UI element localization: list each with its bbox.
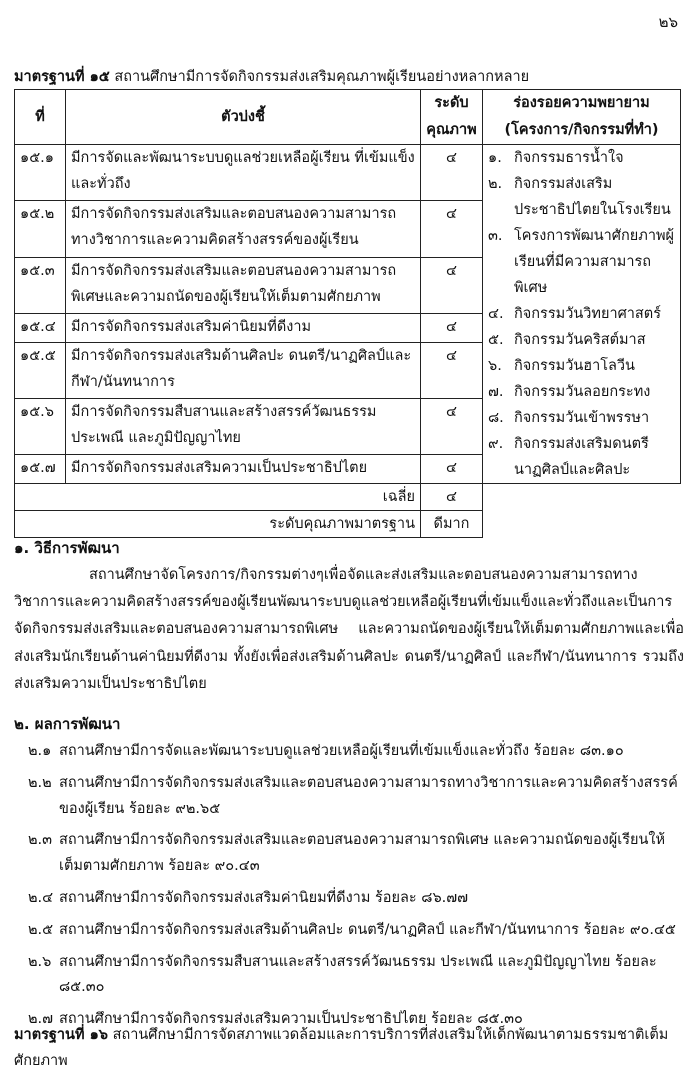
- standard-15-table: [14, 89, 681, 538]
- header-indicator: ตัวบ่งชี้: [66, 90, 421, 145]
- row-number: ๑๕.๒: [15, 201, 66, 257]
- activity-item: ๗. กิจกรรมวันลอยกระทง: [488, 384, 651, 400]
- row-number: ๑๕.๖: [15, 398, 66, 454]
- average-label: เฉลี่ย: [15, 484, 421, 511]
- activity-item: ๑. กิจกรรมธารน้ำใจ: [488, 150, 624, 166]
- row-number: ๑๕.๑: [15, 145, 66, 201]
- result-item: ๒.๑ สถานศึกษามีการจัดและพัฒนาระบบดูแลช่วยเหลือผู้เรียนที่เข้มแข็งและทั่วถึง ร้อยละ ๘๓.๑๐: [28, 743, 624, 759]
- row-quality: ๔: [421, 398, 483, 454]
- row-indicator: มีการจัดกิจกรรมส่งเสริมและตอบสนองความสามารถทางวิชาการและความคิดสร้างสรรค์ของผู้เรียน: [66, 201, 421, 257]
- level-label: ระดับคุณภาพมาตรฐาน: [15, 511, 421, 538]
- activities-cell: [483, 145, 681, 484]
- section-1-paragraph: [14, 562, 684, 698]
- row-indicator: มีการจัดกิจกรรมสืบสานและสร้างสรรค์วัฒนธรรม ประเพณี และภูมิปัญญาไทย: [66, 398, 421, 454]
- row-indicator: มีการจัดกิจกรรมส่งเสริมและตอบสนองความสามารถพิเศษและความถนัดของผู้เรียนให้เต็มตามศักยภาพ: [66, 257, 421, 313]
- average-row: [15, 484, 681, 511]
- header-track: [483, 90, 681, 145]
- activities-list: [488, 145, 675, 483]
- header-track-line2: (โครงการ/กิจกรรมที่ทำ): [504, 122, 659, 138]
- result-item: ๒.๗ สถานศึกษามีการจัดกิจกรรมส่งเสริมความเป็นประชาธิปไตย ร้อยละ ๘๕.๓๐: [28, 1011, 523, 1028]
- result-item: ๒.๓ สถานศึกษามีการจัดกิจกรรมส่งเสริมและตอบสนองความสามารถพิเศษ และความถนัดของผู้เรียนให้เต็มตามศักยภาพ ร้อยละ ๙๐.๔๓: [28, 832, 666, 875]
- result-item: ๒.๒ สถานศึกษามีการจัดกิจกรรมส่งเสริมและตอบสนองความสามารถทางวิชาการและความคิดสร้างสรรค์ของผู้เรียน ร้อยละ ๙๒.๖๕: [28, 774, 678, 817]
- standard-16-text: สถานศึกษามีการจัดสภาพแวดล้อมและการบริการที่ส่งเสริมให้เด็กพัฒนาตามธรรมชาติเต็มศักยภาพ: [14, 1027, 669, 1069]
- row-number: ๑๕.๕: [15, 342, 66, 398]
- table-row: [15, 145, 681, 201]
- header-no: ที่: [15, 90, 66, 145]
- row-indicator: มีการจัดและพัฒนาระบบดูแลช่วยเหลือผู้เรียน ที่เข้มแข็งและทั่วถึง: [66, 145, 421, 201]
- page-number: ๒๖: [658, 13, 678, 31]
- standard-16-label: มาตรฐานที่ ๑๖: [14, 1027, 108, 1043]
- row-indicator: มีการจัดกิจกรรมส่งเสริมด้านศิลปะ ดนตรี/นาฏศิลป์และกีฬา/นันทนาการ: [66, 342, 421, 398]
- level-value: ดีมาก: [421, 511, 483, 538]
- header-quality-line2: คุณภาพ: [426, 122, 477, 138]
- row-quality: ๔: [421, 313, 483, 342]
- row-quality: ๔: [421, 342, 483, 398]
- standard-15-title: [14, 66, 684, 88]
- average-value: ๔: [421, 484, 483, 511]
- activity-item: ๓. โครงการพัฒนาศักยภาพผู้เรียนที่มีความสามารถพิเศษ: [488, 228, 675, 296]
- section-2-results-list: [14, 739, 684, 1039]
- activity-item: ๔. กิจกรรมวันวิทยาศาสตร์: [488, 306, 661, 322]
- standard-15-label: มาตรฐานที่ ๑๕: [14, 69, 110, 85]
- section-1-heading: ๑. วิธีการพัฒนา: [14, 539, 120, 557]
- row-quality: ๔: [421, 201, 483, 257]
- standard-15-text: สถานศึกษามีการจัดกิจกรรมส่งเสริมคุณภาพผู้เรียนอย่างหลากหลาย: [109, 69, 530, 85]
- result-item: ๒.๔ สถานศึกษามีการจัดกิจกรรมส่งเสริมค่านิยมที่ดีงาม ร้อยละ ๘๖.๗๗: [28, 889, 469, 906]
- row-indicator: มีการจัดกิจกรรมส่งเสริมความเป็นประชาธิปไตย: [66, 455, 421, 484]
- header-quality: [421, 90, 483, 145]
- row-quality: ๔: [421, 455, 483, 484]
- row-number: ๑๕.๗: [15, 455, 66, 484]
- row-number: ๑๕.๔: [15, 313, 66, 342]
- result-item: ๒.๖ สถานศึกษามีการจัดกิจกรรมสืบสานและสร้างสรรค์วัฒนธรรม ประเพณี และภูมิปัญญาไทย ร้อยละ ๘๕.๓๐: [28, 953, 657, 996]
- row-indicator: มีการจัดกิจกรรมส่งเสริมค่านิยมที่ดีงาม: [66, 313, 421, 342]
- header-quality-line1: ระดับ: [434, 95, 469, 111]
- row-quality: ๔: [421, 257, 483, 313]
- activity-item: ๒. กิจกรรมส่งเสริมประชาธิปไตยในโรงเรียน: [488, 176, 671, 218]
- activity-item: ๖. กิจกรรมวันฮาโลวีน: [488, 358, 635, 374]
- section-2-heading: ๒. ผลการพัฒนา: [14, 715, 121, 733]
- row-number: ๑๕.๓: [15, 257, 66, 313]
- activity-item: ๕. กิจกรรมวันคริสต์มาส: [488, 332, 646, 348]
- level-row: [15, 511, 681, 538]
- table-header-row: [15, 90, 681, 145]
- header-track-line1: ร่องรอยความพยายาม: [513, 95, 650, 111]
- result-item: ๒.๕ สถานศึกษามีการจัดกิจกรรมส่งเสริมด้านศิลปะ ดนตรี/นาฏศิลป์ และกีฬา/นันทนาการ ร้อยละ ๙๐.๔๕: [28, 921, 676, 938]
- activity-item: ๙. กิจกรรมส่งเสริมดนตรีนาฏศิลป์และศิลปะ: [488, 436, 649, 478]
- section-1-paragraph-text: สถานศึกษาจัดโครงการ/กิจกรรมต่างๆเพื่อจัดและส่งเสริมและตอบสนองความสามารถทางวิชาการและความคิดสร้างสรรค์ของผู้เรียนพัฒนาระบบดูแลช่วยเหลือผู้เรียนที่เข้มแข็งและทั่วถึงและเป็นการจัดกิจกรรมส่งเสริมและตอบสนองความสามารถพิเศษ และความถนัดของผู้เรียนให้เต็มตามศักยภาพและเพื่อส่งเสริมนักเรียนด้านค่านิยมที่ดีงาม ทั้งยังเพื่อส่งเสริมด้านศิลปะ ดนตรี/นาฏศิลป์ และกีฬา/นันทนาการ รวมถึงส่งเสริมความเป็นประชาธิปไตย: [14, 567, 684, 692]
- standard-16-title: [14, 1022, 684, 1074]
- activity-item: ๘. กิจกรรมวันเข้าพรรษา: [488, 410, 650, 426]
- row-quality: ๔: [421, 145, 483, 201]
